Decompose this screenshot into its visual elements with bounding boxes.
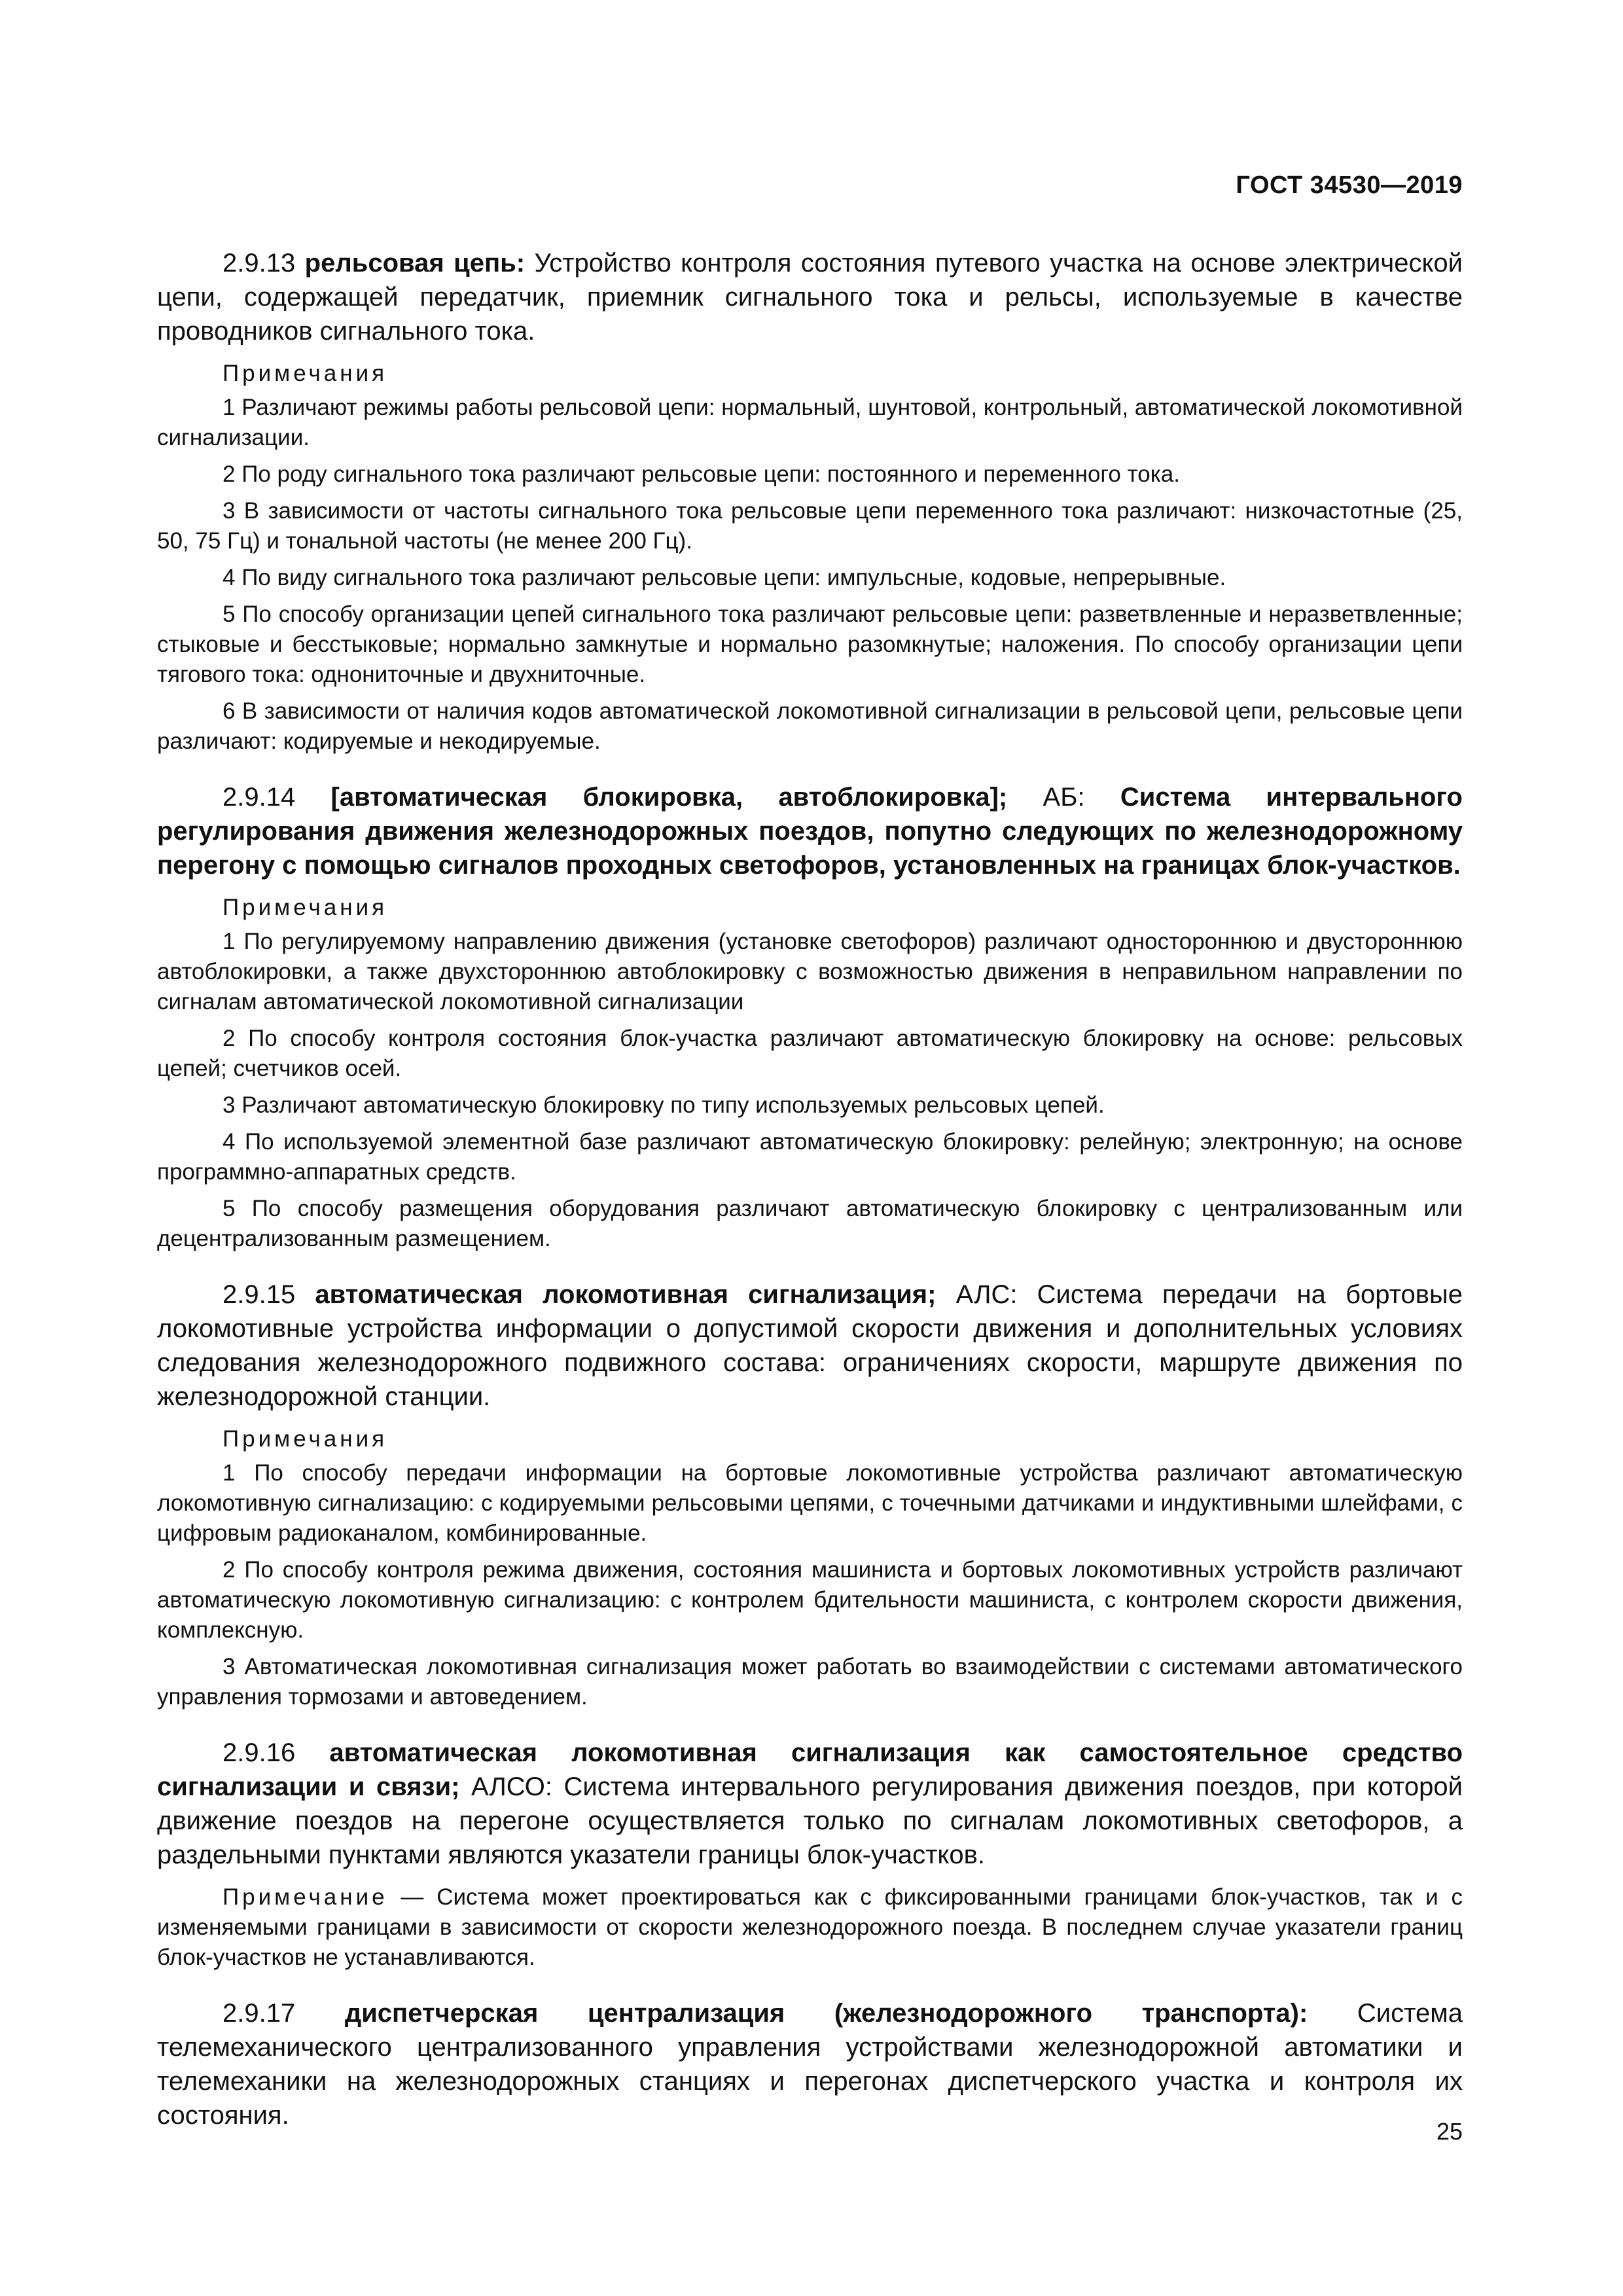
notes-label: Примечания [223, 895, 388, 920]
document-body [157, 246, 1463, 2143]
note-item [157, 1882, 1463, 1973]
entry-number: 2.9.13 [223, 249, 296, 278]
notes-label: Примечания [223, 1426, 388, 1452]
entry-number: 2.9.15 [223, 1280, 296, 1309]
note-item: 2 По способу контроля состояния блок-участка различают автоматическую блокировку на основе: рельсовых цепей; счетчиков осей. [157, 1026, 1463, 1081]
note-item: 6 В зависимости от наличия кодов автоматической локомотивной сигнализации в рельсовой цепи, рельсовые цепи различают: кодируемые и некодируемые. [157, 698, 1463, 754]
term-entry-2-9-14 [157, 780, 1463, 882]
term-definition: Система телемеханического централизованного управления устройствами железнодорожной автоматики и телемеханики на железнодорожных станциях и перегонах диспетчерского участка и контроля их состояния. [157, 1999, 1463, 2130]
spacer [157, 1979, 1463, 1996]
term-name: [автоматическая блокировка, автоблокировка]; [330, 783, 1008, 812]
note-item: 3 В зависимости от частоты сигнального тока рельсовые цепи переменного тока различают: низкочастотные (25, 50, 75 Гц) и тональной частоты (не менее 200 Гц). [157, 498, 1463, 554]
document-page [157, 0, 1463, 2296]
note-item: 3 Автоматическая локомотивная сигнализация может работать во взаимодействии с системами автоматического управления тормозами и автоведением. [157, 1654, 1463, 1710]
note-item: 3 Различают автоматическую блокировку по типу используемых рельсовых цепей. [223, 1092, 1105, 1118]
note-item: 4 По виду сигнального тока различают рельсовые цепи: импульсные, кодовые, непрерывные. [223, 565, 1226, 590]
term-name: диспетчерская централизация (железнодорожного транспорта): [344, 1999, 1308, 2028]
spacer [157, 1719, 1463, 1736]
notes-label: Примечания [223, 361, 388, 386]
term-name: автоматическая локомотивная сигнализация; [315, 1280, 936, 1309]
entry-number: 2.9.17 [223, 1999, 296, 2028]
term-definition: Система передачи на бортовые локомотивные устройства информации о допустимой скорости движения и дополнительных условиях следования железнодорожного подвижного состава: ограничениях скорости, маршруте движения по железнодорожной станции. [157, 1280, 1463, 1411]
term-name: рельсовая цепь: [304, 249, 526, 278]
term-entry-2-9-13 [157, 246, 1463, 348]
spacer [157, 1261, 1463, 1278]
entry-number: 2.9.16 [223, 1738, 296, 1767]
note-item: 5 По способу размещения оборудования различают автоматическую блокировку с централизованным или децентрализованным размещением. [157, 1196, 1463, 1251]
note-item: 1 По способу передачи информации на бортовые локомотивные устройства различают автоматическую локомотивную сигнализацию: с кодируемыми рельсовыми цепями, с точечными датчиками и индуктивными шлейфами, с цифровым радиоканалом, комбинированные. [157, 1460, 1463, 1546]
term-definition: Система интервального регулирования движения железнодорожных поездов, попутно следующих по железнодорожному перегону с помощью сигналов проходных светофоров, установленных на границах блок-участков. [157, 783, 1463, 880]
note-text: — Система может проектироваться как с фиксированными границами блок-участков, так и с изменяемыми границами в зависимости от скорости железнодорожного поезда. В последнем случае указатели границ блок-участков не устанавливаются. [157, 1884, 1463, 1970]
note-item: 4 По используемой элементной базе различают автоматическую блокировку: релейную; электронную; на основе программно-аппаратных средств. [157, 1129, 1463, 1185]
term-name: автоматическая локомотивная сигнализация как самостоятельное средство сигнализации и связи; [157, 1738, 1463, 1801]
term-entry-2-9-16 [157, 1736, 1463, 1872]
note-item: 5 По способу организации цепей сигнального тока различают рельсовые цепи: разветвленные и неразветвленные; стыковые и бесстыковые; нормально замкнутые и нормально разомкнутые; наложения. По способу организации цепи тягового тока: однониточные и двухниточные. [157, 601, 1463, 687]
term-entry-2-9-17 [157, 1996, 1463, 2132]
term-abbreviation: АБ: [1007, 783, 1120, 812]
entry-number: 2.9.14 [223, 783, 296, 812]
page-number: 25 [1436, 2118, 1463, 2145]
note-label: Примечание [223, 1884, 388, 1910]
term-definition: Устройство контроля состояния путевого участка на основе электрической цепи, содержащей передатчик, приемник сигнального тока и рельсы, используемые в качестве проводников сигнального тока. [157, 249, 1463, 346]
note-item: 2 По роду сигнального тока различают рельсовые цепи: постоянного и переменного тока. [223, 461, 1180, 487]
term-definition: Система интервального регулирования движения поездов, при которой движение поездов на перегоне осуществляется только по сигналам локомотивных светофоров, а раздельными пунктами являются указатели границы блок-участков. [157, 1772, 1463, 1869]
note-item: 1 Различают режимы работы рельсовой цепи: нормальный, шунтовой, контрольный, автоматической локомотивной сигнализации. [157, 395, 1463, 450]
document-code-header: ГОСТ 34530—2019 [1236, 171, 1463, 199]
term-abbreviation: АЛС: [936, 1280, 1037, 1309]
note-item: 2 По способу контроля режима движения, состояния машиниста и бортовых локомотивных устройств различают автоматическую локомотивную сигнализацию: с контролем бдительности машиниста, с контролем скорости движения, комплексную. [157, 1557, 1463, 1643]
term-entry-2-9-15 [157, 1278, 1463, 1414]
note-item: 1 По регулируемому направлению движения (установке светофоров) различают одностороннюю и двустороннюю автоблокировки, а также двухстороннюю автоблокировку с возможностью движения в неправильном направлении по сигналам автоматической локомотивной сигнализации [157, 929, 1463, 1014]
term-abbreviation: АЛСО: [459, 1772, 564, 1801]
spacer [157, 763, 1463, 780]
